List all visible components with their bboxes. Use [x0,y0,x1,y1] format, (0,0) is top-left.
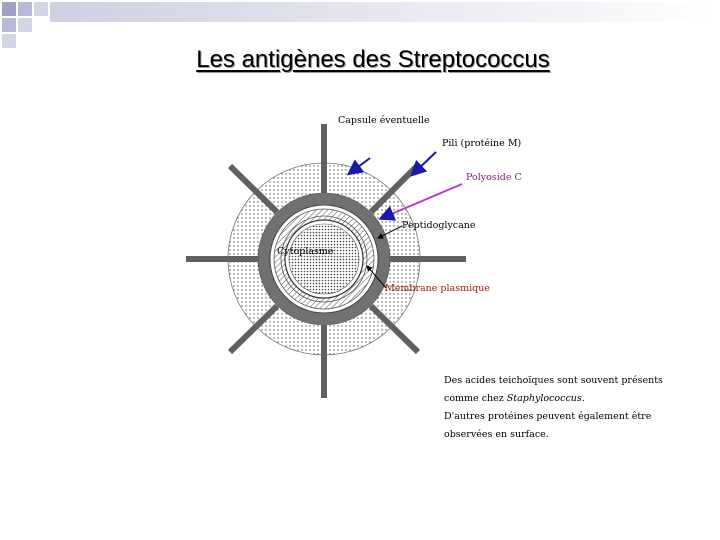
note-line-1: Des acides teichoïques sont souvent présents [444,375,663,386]
polyoside-label: Polyoside C [466,172,522,183]
note-line-2 [444,390,674,408]
cytoplasm [289,224,359,294]
note-line-3: D'autres protéines peuvent également être [444,411,652,422]
pili-arrow [413,152,436,174]
note-line-2-suffix: . [581,393,585,404]
slide-title: Les antigènes des Streptococcus [196,46,550,73]
note-text [444,372,674,444]
cytoplasme-label: Cytoplasme [277,246,334,257]
peptidoglycane-label: Peptidoglycane [402,220,476,231]
membrane-label: Membrane plasmique [385,283,490,294]
note-line-2-italic: Staphylococcus [506,393,582,404]
note-line-2-prefix: comme chez [444,393,507,404]
note-line-4: observées en surface. [444,429,549,440]
pili-label: Pili (protéine M) [442,138,522,149]
capsule-label: Capsule éventuelle [338,115,430,126]
